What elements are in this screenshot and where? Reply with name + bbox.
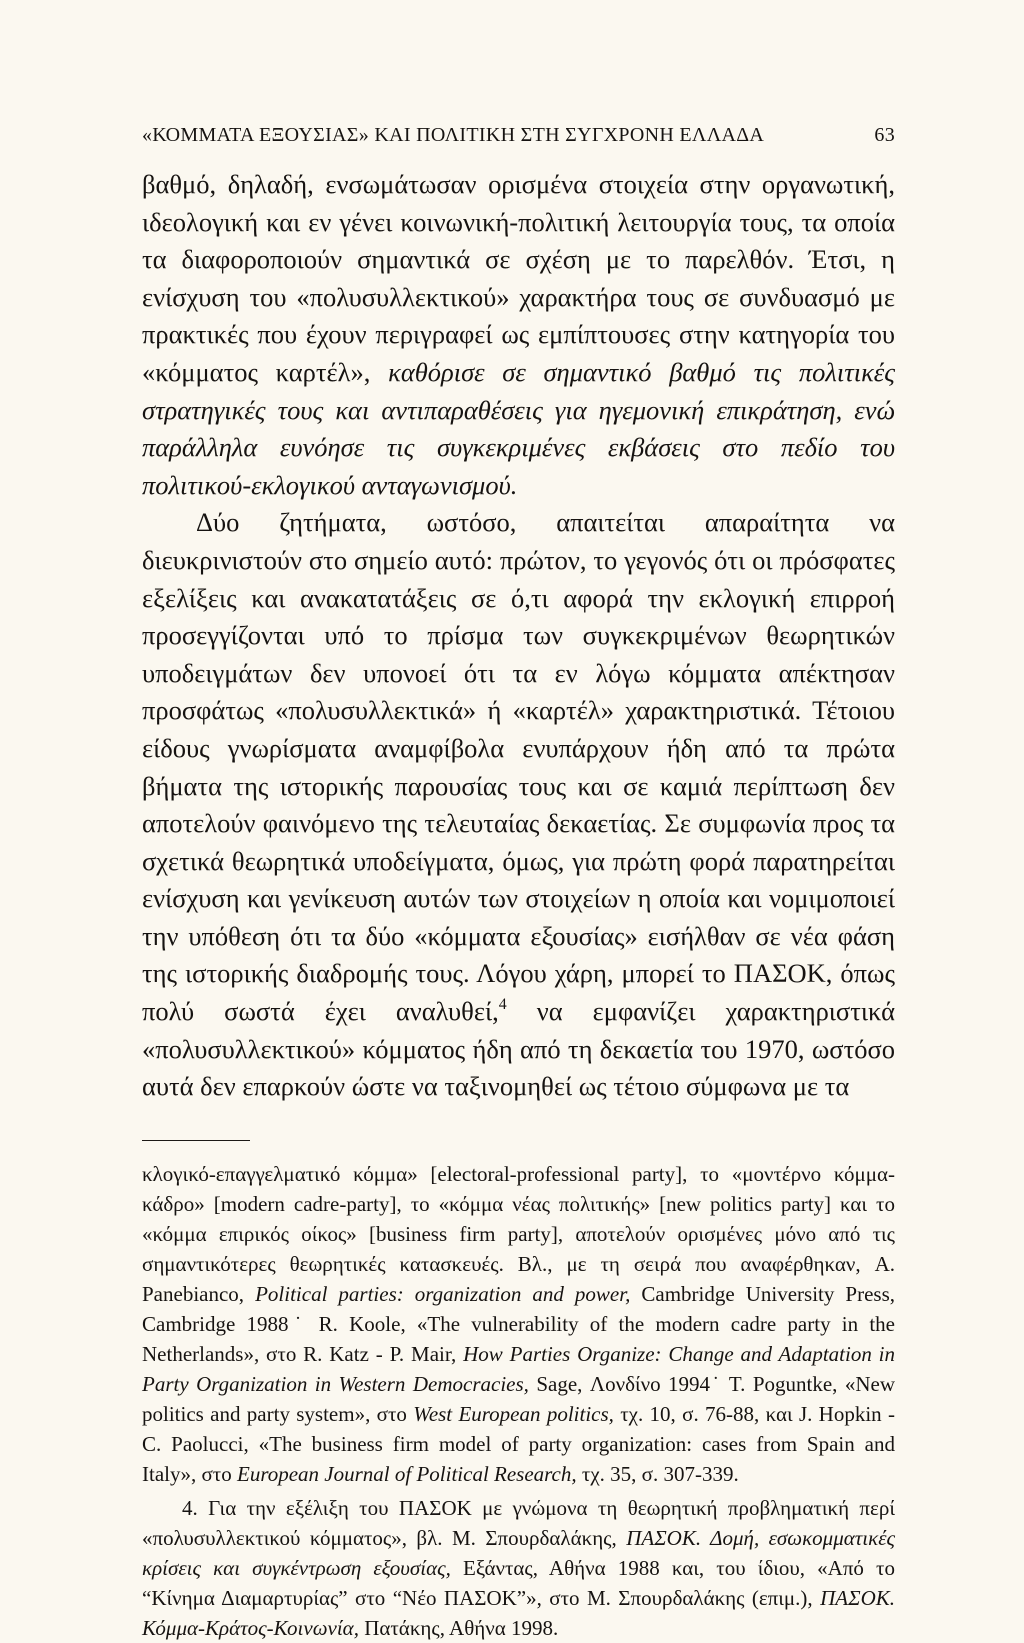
page-number: 63	[874, 124, 895, 146]
cont-segment: τχ. 35, σ. 307-339.	[576, 1461, 739, 1486]
footnote-4	[142, 1493, 895, 1643]
cont-segment: κλογικό-επαγγελματικό κόμμα» [electoral-professional party], το «μοντέρνο κόμμα-κάδρο» [modern cadre-party], το «κόμμα νέας πολιτικής» [new politics party] και το «κόμμα επιρικός οίκος» [business firm party], αποτελούν ορισμένες μόνο από τις σημαντικότερες θεωρητικές κατασκευές. Βλ., με τη σειρά που αναφέρθηκαν, A. Panebianco,	[142, 1161, 895, 1306]
paragraph-1-text: βαθμό, δηλαδή, ενσωμάτωσαν ορισμένα στοιχεία στην οργανωτική, ιδεολογική και εν γένει κοινωνική-πολιτική λειτουργία τους, τα οποία τα διαφοροποιούν σημαντικά σε σχέση με το παρελθόν. Έτσι, η ενίσχυση του «πολυσυλλεκτικού» χαρακτήρα τους σε συνδυασμό με πρακτικές που έχουν περιγραφεί ως εμπίπτουσες στην κατηγορία του «κόμματος καρτέλ»,	[142, 169, 895, 387]
cont-segment: Political parties: organization and power,	[255, 1281, 631, 1306]
paragraph-2	[142, 504, 895, 1106]
note4-segment: Εξάντας, Αθήνα 1988 και, του ίδιου, «Από το “Κίνημα Διαμαρτυρίας” στο “Νέο ΠΑΣΟΚ”», στο Μ. Σπουρδαλάκης (επιμ.),	[142, 1555, 895, 1610]
footnote-continued	[142, 1159, 895, 1489]
note4-segment: 4. Για την εξέλιξη του ΠΑΣΟΚ με γνώμονα τη θεωρητική προβληματική περί «πολυσυλλεκτικού κόμματος», βλ. Μ. Σπουρδαλάκης,	[142, 1495, 895, 1550]
cont-segment: Sage, Λονδίνο 1994˙ T. Poguntke, «New politics and party system», στο	[142, 1371, 895, 1426]
paragraph-1	[142, 166, 895, 504]
cont-segment: How Parties Organize: Change and Adaptation in Party Organization in Western Democracies,	[142, 1341, 895, 1396]
note4-segment: ΠΑΣΟΚ. Δομή, εσωκομματικές κρίσεις και συγκέντρωση εξουσίας,	[142, 1525, 896, 1580]
footnotes	[142, 1159, 895, 1643]
cont-segment: Cambridge University Press, Cambridge 1988˙ R. Koole, «The vulnerability of the modern cadre party in the Netherlands», στο R. Katz - P. Mair,	[142, 1281, 895, 1366]
body-text	[142, 166, 895, 1106]
note4-segment: Πατάκης, Αθήνα 1998.	[358, 1615, 559, 1640]
running-title: «ΚΟΜΜΑΤΑ ΕΞΟΥΣΙΑΣ» ΚΑΙ ΠΟΛΙΤΙΚΗ ΣΤΗ ΣΥΓΧΡΟΝΗ ΕΛΛΑΔΑ	[142, 124, 765, 146]
footnote-rule	[142, 1140, 250, 1141]
paragraph-1-italic: καθόρισε σε σημαντικό βαθμό τις πολιτικές στρατηγικές τους και αντιπαραθέσεις για ηγεμονική επικράτηση, ενώ παράλληλα ευνόησε τις συγκεκριμένες εκβάσεις στο πεδίο του πολιτικού-εκλογικού ανταγωνισμού.	[142, 356, 895, 500]
footnote-ref-4[interactable]: 4	[498, 995, 507, 1013]
note4-segment: ΠΑΣΟΚ. Κόμμα-Κράτος-Κοινωνία,	[142, 1585, 895, 1640]
book-page	[142, 124, 896, 1640]
cont-segment: τχ. 10, σ. 76-88, και J. Hopkin - C. Paolucci, «The business firm model of party organization: cases from Spain and Italy», στο	[142, 1401, 895, 1486]
paragraph-2-end: να εμφανίζει χαρακτηριστικά «πολυσυλλεκτικού» κόμματος ήδη από τη δεκαετία του 1970, ωστόσο αυτά δεν επαρκούν ώστε να ταξινομηθεί ως τέτοιο σύμφωνα με τα	[142, 996, 895, 1102]
paragraph-2-text: Δύο ζητήματα, ωστόσο, απαιτείται απαραίτητα να διευκρινιστούν στο σημείο αυτό: πρώτον, το γεγονός ότι οι πρόσφατες εξελίξεις και ανακατατάξεις σε ό,τι αφορά την εκλογική επιρροή προσεγγίζονται υπό το πρίσμα των συγκεκριμένων θεωρητικών υποδειγμάτων δεν υπονοεί ότι τα εν λόγω κόμματα απέκτησαν προσφάτως «πολυσυλλεκτικά» ή «καρτέλ» χαρακτηριστικά. Τέτοιου είδους γνωρίσματα αναμφίβολα ενυπάρχουν ήδη από τα πρώτα βήματα της ιστορικής παρουσίας τους και σε καμιά περίπτωση δεν αποτελούν φαινόμενο της τελευταίας δεκαετίας. Σε συμφωνία προς τα σχετικά θεωρητικά υποδείγματα, όμως, για πρώτη φορά παρατηρείται ενίσχυση και γενίκευση αυτών των στοιχείων η οποία και νομιμοποιεί την υπόθεση ότι τα δύο «κόμματα εξουσίας» εισήλθαν σε νέα φάση της ιστορικής διαδρομής τους. Λόγου χάρη, μπορεί το ΠΑΣΟΚ, όπως πολύ σωστά έχει αναλυθεί,	[142, 507, 895, 1027]
running-header	[142, 124, 895, 162]
cont-segment: European Journal of Political Research,	[237, 1461, 577, 1486]
cont-segment: West European politics,	[413, 1401, 614, 1426]
